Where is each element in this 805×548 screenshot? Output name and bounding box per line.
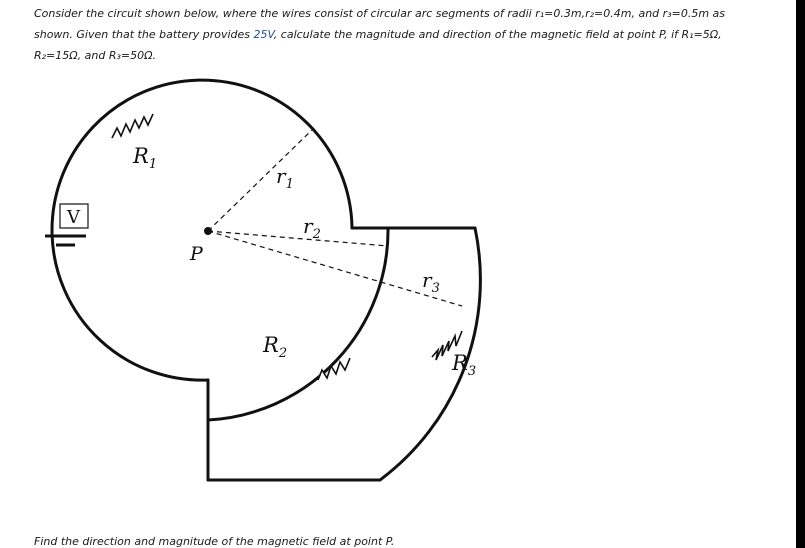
wire-arc-r2 (208, 228, 388, 420)
problem-text: shown. Given that the battery provides (34, 28, 254, 41)
battery-voltage: 25V (253, 28, 274, 41)
window-edge-bar (796, 0, 805, 548)
radius-r2: r₂=0.4m, (585, 7, 635, 20)
radius-r1: r₁=0.3m, (535, 7, 586, 20)
problem-text: and (81, 49, 109, 62)
resistor-r2-value: R₂=15Ω, (34, 49, 82, 62)
radius-r1-label: $r_1$ (276, 164, 294, 192)
resistor-r1-value: R₁=5Ω, (681, 28, 722, 41)
point-p-label: P (190, 243, 203, 265)
question-footer: Find the direction and magnitude of the magnetic field at point P. (34, 535, 395, 548)
problem-text: , calculate the magnitude and direction of the magnetic field at point P, if (273, 28, 682, 41)
resistor-r1-label: $R_1$ (133, 144, 158, 172)
resistor-r2-label: $R_2$ (263, 333, 288, 361)
problem-text: and (634, 7, 663, 20)
radius-r3-label: $r_3$ (422, 268, 440, 296)
resistor-r3-label: $R_3$ (452, 351, 477, 379)
problem-text: Consider the circuit shown below, where the wires consist of circular arc segments of radii (34, 7, 536, 20)
battery-label: V (67, 207, 80, 228)
radius-line-r1 (208, 128, 314, 231)
resistor-r1-symbol (112, 114, 153, 138)
radius-r3: r₃=0.5m as (662, 7, 725, 20)
radius-r2-label: $r_2$ (303, 214, 321, 242)
resistor-r3-value: R₃=50Ω. (108, 49, 157, 62)
